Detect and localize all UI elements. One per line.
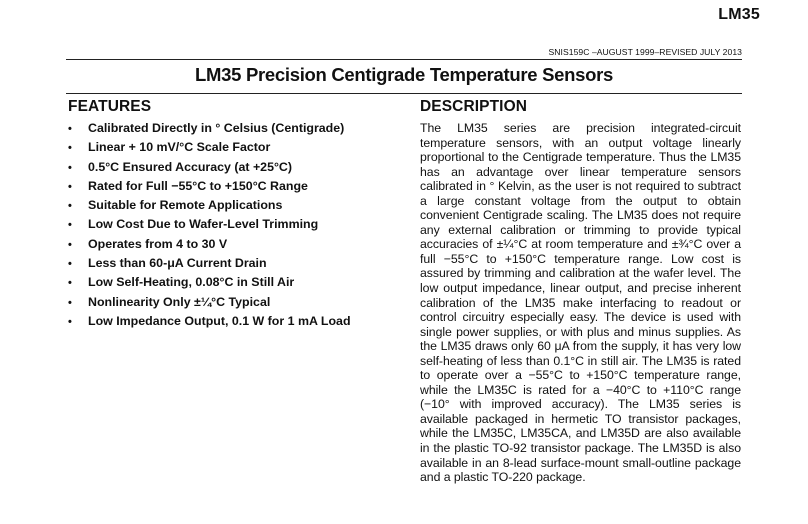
title-top-rule: [66, 59, 742, 60]
bullet-icon: •: [68, 161, 72, 174]
feature-text: Low Self-Heating, 0.08°C in Still Air: [88, 275, 295, 290]
bullet-icon: •: [68, 142, 72, 155]
feature-item: [68, 179, 351, 198]
bullet-icon: •: [68, 277, 72, 290]
bullet-icon: •: [68, 180, 72, 193]
feature-item: [68, 256, 351, 275]
bullet-icon: •: [68, 296, 72, 309]
feature-text: Operates from 4 to 30 V: [88, 236, 228, 251]
description-heading: DESCRIPTION: [420, 98, 528, 115]
document-revision-info: SNIS159C –AUGUST 1999–REVISED JULY 2013: [548, 47, 742, 57]
document-title: LM35 Precision Centigrade Temperature Sensors: [195, 64, 613, 85]
feature-item: [68, 217, 351, 236]
feature-text: 0.5°C Ensured Accuracy (at +25°C): [88, 159, 292, 174]
feature-text: Low Cost Due to Wafer-Level Trimming: [88, 217, 319, 232]
feature-text: Linear + 10 mV/°C Scale Factor: [88, 140, 271, 155]
bullet-icon: •: [68, 258, 72, 271]
feature-text: Suitable for Remote Applications: [88, 198, 283, 213]
feature-item: [68, 237, 351, 256]
features-heading: FEATURES: [68, 98, 152, 115]
bullet-icon: •: [68, 219, 72, 232]
bullet-icon: •: [68, 238, 72, 251]
title-bottom-rule: [66, 93, 742, 94]
part-number: LM35: [718, 6, 760, 23]
feature-item: [68, 314, 351, 333]
feature-item: [68, 295, 351, 314]
feature-text: Less than 60-μA Current Drain: [88, 256, 267, 271]
feature-text: Nonlinearity Only ±¼°C Typical: [88, 294, 271, 309]
feature-text: Low Impedance Output, 0.1 W for 1 mA Load: [88, 313, 351, 328]
feature-item: [68, 121, 351, 140]
bullet-icon: •: [68, 200, 72, 213]
feature-text: Rated for Full −55°C to +150°C Range: [88, 178, 308, 193]
feature-text: Calibrated Directly in ° Celsius (Centigrade): [88, 121, 345, 135]
description-paragraph: The LM35 series are precision integrated-circuit temperature sensors, with an output voltage linearly proportional to the Centigrade temperature. Thus the LM35 has an advantage over linear temperature sensors calibrated in ° Kelvin, as the user is not required to subtract a large constant voltage from the output to obtain convenient Centigrade scaling. The LM35 does not require any external calibration or trimming to provide typical accuracies of ±¼°C at room temperature and ±¾°C over a full −55°C to +150°C temperature range. Low cost is assured by trimming and calibration at the wafer level. The low output impedance, linear output, and precise inherent calibration of the LM35 make interfacing to readout or control circuitry especially easy. The device is used with single power supplies, or with plus and minus supplies. As the LM35 draws only 60 μA from the supply, it has very low self-heating of less than 0.1°C in still air. The LM35 is rated to operate over a −55°C to +150°C temperature range, while the LM35C is rated for a −40°C to +110°C range (−10° with improved accuracy). The LM35 series is available packaged in hermetic TO transistor packages, while the LM35C, LM35CA, and LM35D are also available in the plastic TO-92 transistor package. The LM35D is also available in an 8-lead surface-mount small-outline package and a plastic TO-220 package.: [420, 121, 741, 485]
feature-item: [68, 198, 351, 217]
feature-item: [68, 275, 351, 294]
feature-item: [68, 160, 351, 179]
bullet-icon: •: [68, 123, 72, 135]
features-list: [68, 121, 351, 333]
bullet-icon: •: [68, 315, 72, 328]
feature-item: [68, 140, 351, 159]
